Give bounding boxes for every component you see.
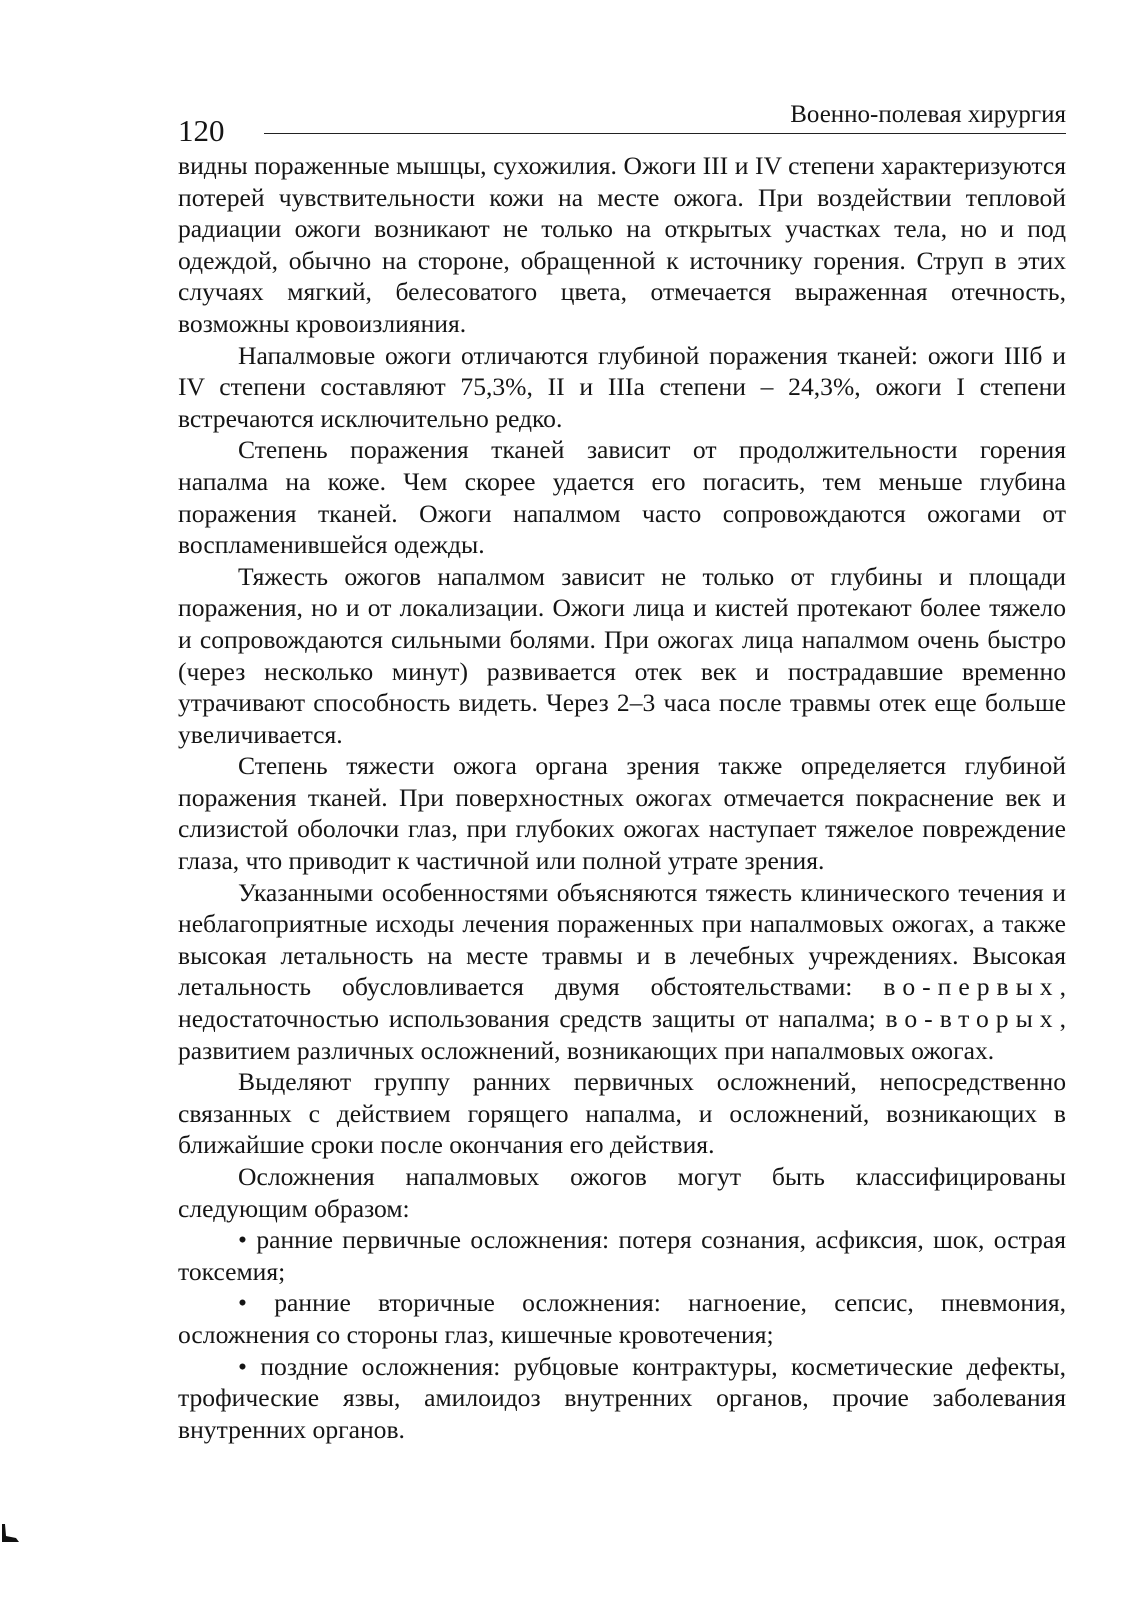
page-number: 120 [178,113,225,148]
spaced-emphasis-first: во-первых [883,972,1060,1002]
list-item-late: • поздние осложнения: рубцовые контрактуры, косметические дефекты, трофические язвы, амилоидоз внутренних органов, прочие заболевания внутренних органов. [178,1351,1066,1444]
paragraph-6-part-2: , недостаточностью использования средств защиты от напалма; [178,972,1066,1034]
paragraph-6-part-1: Указанными особенностями объясняются тяжесть клинического течения и неблагоприятные исходы лечения пораженных при напалмовых ожогах, а также высокая летальность на месте травмы и в лечебных учреждениях. Высокая летальность обусловливается двумя обстоятельствами: [178,877,1066,1002]
paragraph-1: видны пораженные мышцы, сухожилия. Ожоги III и IV степени характеризуются потерей чувствительности кожи на месте ожога. При воздействии тепловой радиации ожоги возникают не только на открытых участках тела, но и под одеждой, обычно на стороне, обращенной к источнику горения. Струп в этих случаях мягкий, белесоватого цвета, отмечается выраженная отечность, возможны кровоизлияния. [178,151,1066,338]
running-head [178,100,1066,150]
list-item-early-primary: • ранние первичные осложнения: потеря сознания, асфиксия, шок, острая токсемия; [178,1225,1066,1286]
paragraph-6-part-3: , развитием различных осложнений, возникающих при напалмовых ожогах. [178,1004,1066,1065]
header-rule [264,133,1066,134]
paragraph-5: Степень тяжести ожога органа зрения также определяется глубиной поражения тканей. При поверхностных ожогах отмечается покраснение век и слизистой оболочки глаз, при глубоких ожогах наступает тяжелое повреждение глаза, что приводит к частичной или полной утрате зрения. [178,751,1066,876]
paragraph-6 [178,877,1066,1067]
paragraph-4: Тяжесть ожогов напалмом зависит не только от глубины и площади поражения, но и от локализации. Ожоги лица и кистей протекают более тяжело и сопровождаются сильными болями. При ожогах лица напалмом очень быстро (через несколько минут) развивается отек век и пострадавшие временно утрачивают способность видеть. Через 2–3 часа после травмы отек еще больше увеличивается. [178,561,1066,749]
paragraph-3: Степень поражения тканей зависит от продолжительности горения напалма на коже. Чем скорее удается его погасить, тем меньше глубина поражения тканей. Ожоги напалмом часто сопровождаются ожогами от воспламенившейся одежды. [178,435,1066,560]
paragraph-7: Выделяют группу ранних первичных осложнений, непосредственно связанных с действием горящего напалма, и осложнений, возникающих в ближайшие сроки после окончания его действия. [178,1067,1066,1160]
paragraph-8: Осложнения напалмовых ожогов могут быть классифицированы следующим образом: [178,1162,1066,1223]
body-text [178,150,1066,1445]
book-page [178,100,1066,1445]
list-item-early-secondary: • ранние вторичные осложнения: нагноение, сепсис, пневмония, осложнения со стороны глаз, кишечные кровотечения; [178,1288,1066,1349]
scan-artifact-mark [0,1522,22,1544]
spaced-emphasis-second: во-вторых [885,1004,1060,1034]
book-title: Военно-полевая хирургия [790,101,1066,128]
paragraph-2: Напалмовые ожоги отличаются глубиной поражения тканей: ожоги IIIб и IV степени составляют 75,3%, II и IIIа степени – 24,3%, ожоги I степени встречаются исключительно редко. [178,340,1066,433]
